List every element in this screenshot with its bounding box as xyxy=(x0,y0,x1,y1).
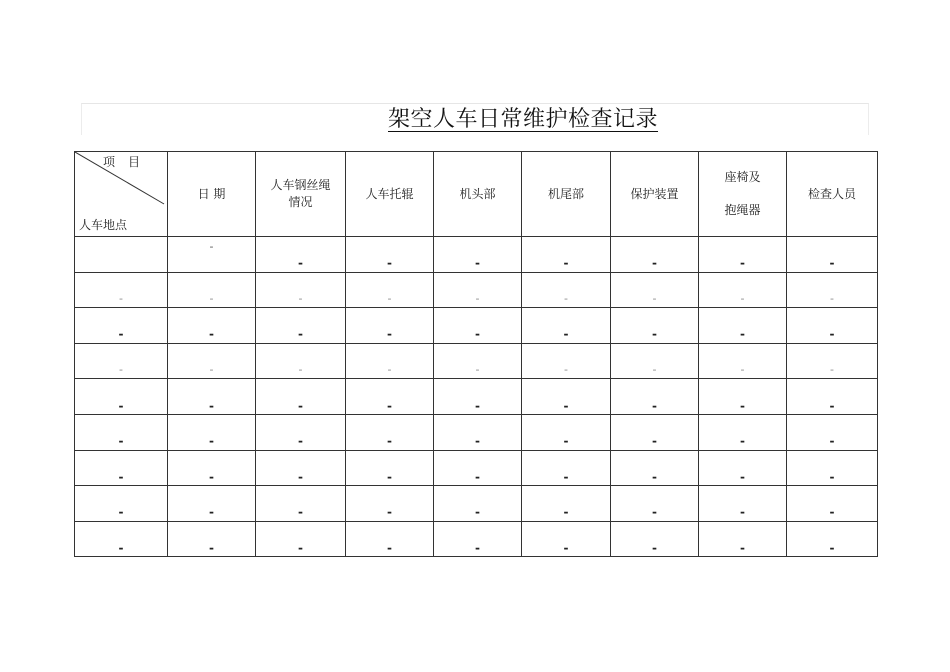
table-cell xyxy=(699,379,787,415)
cell-value: - xyxy=(475,434,480,449)
cell-value: - xyxy=(119,363,123,377)
inspection-table xyxy=(74,151,878,557)
cell-value: - xyxy=(475,363,480,377)
cell-value: - xyxy=(387,434,392,449)
table-cell xyxy=(434,521,522,557)
header-roller-label: 人车托辊 xyxy=(365,186,414,201)
table-cell xyxy=(75,343,168,379)
cell-value: - xyxy=(118,469,124,484)
cell-value: - xyxy=(298,291,303,305)
cell-value: - xyxy=(209,240,214,254)
cell-value: - xyxy=(740,541,745,556)
table-cell xyxy=(256,521,346,557)
document-title: 架空人车日常维护检查记录 xyxy=(388,107,659,132)
table-cell xyxy=(611,521,699,557)
cell-value: - xyxy=(475,291,480,305)
cell-value: - xyxy=(829,469,835,484)
cell-value: - xyxy=(652,327,657,342)
table-cell xyxy=(168,414,256,450)
cell-value: - xyxy=(118,398,124,413)
cell-value: - xyxy=(563,541,569,556)
table-cell xyxy=(699,237,787,273)
cell-value: - xyxy=(209,469,214,484)
cell-value: - xyxy=(652,505,657,520)
header-seat xyxy=(699,152,787,237)
cell-value: - xyxy=(564,363,568,377)
table-cell xyxy=(787,343,878,379)
table-cell xyxy=(346,486,434,522)
cell-value: - xyxy=(829,505,835,520)
cell-value: - xyxy=(740,398,745,413)
table-cell xyxy=(168,521,256,557)
cell-value: - xyxy=(652,291,657,305)
table-cell xyxy=(346,450,434,486)
corner-item-label: 项目 xyxy=(102,155,153,169)
header-protection-label: 保护装置 xyxy=(630,186,679,201)
cell-value: - xyxy=(652,469,657,484)
cell-value: - xyxy=(475,505,480,520)
header-date xyxy=(168,152,256,237)
cell-value: - xyxy=(387,256,392,271)
table-cell xyxy=(611,308,699,344)
cell-value: - xyxy=(475,541,480,556)
table-row xyxy=(75,521,878,557)
table-cell xyxy=(346,343,434,379)
header-wire-rope-line2: 情况 xyxy=(288,195,313,209)
table-cell xyxy=(434,486,522,522)
cell-value: - xyxy=(298,505,303,520)
table-cell xyxy=(256,414,346,450)
table-cell xyxy=(256,272,346,308)
table-cell xyxy=(346,272,434,308)
cell-value: - xyxy=(298,327,303,342)
table-cell xyxy=(168,486,256,522)
table-cell xyxy=(611,379,699,415)
header-wire-rope xyxy=(256,152,346,237)
cell-value: - xyxy=(298,256,303,271)
table-cell xyxy=(256,343,346,379)
table-cell xyxy=(522,237,611,273)
table-cell xyxy=(522,379,611,415)
cell-value: - xyxy=(829,541,835,556)
cell-value: - xyxy=(298,541,303,556)
header-tail xyxy=(522,152,611,237)
cell-value: - xyxy=(298,363,303,377)
table-cell xyxy=(256,308,346,344)
cell-value: - xyxy=(740,363,745,377)
table-row xyxy=(75,486,878,522)
cell-value: - xyxy=(740,291,745,305)
cell-value: - xyxy=(829,434,835,449)
table-cell xyxy=(75,272,168,308)
header-row xyxy=(75,152,878,237)
table-cell xyxy=(787,486,878,522)
table-cell xyxy=(611,237,699,273)
table-cell xyxy=(787,379,878,415)
table-cell xyxy=(787,414,878,450)
cell-value: - xyxy=(740,327,745,342)
table-cell xyxy=(522,486,611,522)
cell-value: - xyxy=(118,541,124,556)
header-seat-line1: 座椅及 xyxy=(724,170,761,184)
table-row xyxy=(75,237,878,273)
table-cell xyxy=(256,450,346,486)
cell-value: - xyxy=(119,291,123,305)
table-cell xyxy=(434,343,522,379)
cell-value: - xyxy=(740,434,745,449)
table-cell xyxy=(256,379,346,415)
table-cell xyxy=(699,521,787,557)
header-roller xyxy=(346,152,434,237)
table-cell xyxy=(168,272,256,308)
cell-value: - xyxy=(387,469,392,484)
table-cell xyxy=(611,486,699,522)
table-cell xyxy=(256,486,346,522)
cell-value: - xyxy=(829,327,835,342)
table-cell xyxy=(75,237,168,273)
cell-value: - xyxy=(387,327,392,342)
cell-value: - xyxy=(563,398,569,413)
cell-value: - xyxy=(387,363,392,377)
table-cell xyxy=(75,450,168,486)
table-cell xyxy=(522,521,611,557)
table-cell xyxy=(787,237,878,273)
table-cell xyxy=(787,450,878,486)
table-cell xyxy=(699,414,787,450)
table-row xyxy=(75,272,878,308)
cell-value: - xyxy=(652,434,657,449)
cell-value: - xyxy=(563,469,569,484)
table-cell xyxy=(256,237,346,273)
table-cell xyxy=(75,308,168,344)
table-cell xyxy=(699,450,787,486)
table-cell xyxy=(522,450,611,486)
table-cell xyxy=(522,308,611,344)
corner-location-label: 人车地点 xyxy=(79,218,128,232)
table-cell xyxy=(75,414,168,450)
table-cell xyxy=(699,272,787,308)
table-cell xyxy=(434,379,522,415)
table-cell xyxy=(75,379,168,415)
cell-value: - xyxy=(209,505,214,520)
table-row xyxy=(75,379,878,415)
table-cell xyxy=(168,450,256,486)
header-date-label: 日 期 xyxy=(197,186,226,201)
cell-value: - xyxy=(652,398,657,413)
table-cell xyxy=(611,450,699,486)
cell-value: - xyxy=(652,541,657,556)
table-cell xyxy=(522,343,611,379)
table-cell xyxy=(346,414,434,450)
table-cell xyxy=(346,379,434,415)
table-cell xyxy=(168,308,256,344)
header-inspector xyxy=(787,152,878,237)
table-cell xyxy=(434,450,522,486)
table-cell xyxy=(346,237,434,273)
cell-value: - xyxy=(118,327,124,342)
table-cell xyxy=(611,272,699,308)
table-cell xyxy=(75,486,168,522)
corner-header-cell xyxy=(75,152,168,237)
table-cell xyxy=(168,237,256,273)
table-cell xyxy=(434,308,522,344)
header-protection xyxy=(611,152,699,237)
table-body xyxy=(75,237,878,557)
table-cell xyxy=(699,343,787,379)
table-cell xyxy=(75,521,168,557)
cell-value: - xyxy=(209,291,214,305)
cell-value: - xyxy=(209,327,214,342)
table-cell xyxy=(346,308,434,344)
table-cell xyxy=(699,486,787,522)
cell-value: - xyxy=(209,363,214,377)
table-cell xyxy=(787,521,878,557)
cell-value: - xyxy=(740,469,745,484)
cell-value: - xyxy=(564,291,568,305)
table-cell xyxy=(611,414,699,450)
table-cell xyxy=(346,521,434,557)
cell-value: - xyxy=(475,469,480,484)
header-seat-line2: 抱绳器 xyxy=(724,203,761,217)
cell-value: - xyxy=(298,398,303,413)
cell-value: - xyxy=(829,256,835,271)
header-head xyxy=(434,152,522,237)
table-row xyxy=(75,414,878,450)
table-cell xyxy=(522,414,611,450)
cell-value: - xyxy=(652,363,657,377)
table-cell xyxy=(434,272,522,308)
table-row xyxy=(75,450,878,486)
table-cell xyxy=(434,237,522,273)
table-cell xyxy=(168,343,256,379)
cell-value: - xyxy=(740,505,745,520)
cell-value: - xyxy=(563,327,569,342)
cell-value: - xyxy=(475,398,480,413)
cell-value: - xyxy=(209,434,214,449)
table-cell xyxy=(787,308,878,344)
cell-value: - xyxy=(563,505,569,520)
cell-value: - xyxy=(118,434,124,449)
cell-value: - xyxy=(830,291,834,305)
cell-value: - xyxy=(209,541,214,556)
cell-value: - xyxy=(298,469,303,484)
table-cell xyxy=(522,272,611,308)
cell-value: - xyxy=(387,291,392,305)
header-head-label: 机头部 xyxy=(459,186,496,201)
cell-value: - xyxy=(387,541,392,556)
cell-value: - xyxy=(830,363,834,377)
table-cell xyxy=(787,272,878,308)
cell-value: - xyxy=(563,434,569,449)
cell-value: - xyxy=(563,256,569,271)
table-cell xyxy=(168,379,256,415)
cell-value: - xyxy=(652,256,657,271)
table-cell xyxy=(434,414,522,450)
table-row xyxy=(75,308,878,344)
cell-value: - xyxy=(298,434,303,449)
cell-value: - xyxy=(475,256,480,271)
header-inspector-label: 检查人员 xyxy=(807,186,856,201)
cell-value: - xyxy=(118,505,124,520)
cell-value: - xyxy=(475,327,480,342)
cell-value: - xyxy=(209,398,214,413)
header-tail-label: 机尾部 xyxy=(547,186,584,201)
cell-value: - xyxy=(829,398,835,413)
cell-value: - xyxy=(387,505,392,520)
table-cell xyxy=(611,343,699,379)
table-row xyxy=(75,343,878,379)
cell-value: - xyxy=(740,256,745,271)
header-wire-rope-line1: 人车钢丝绳 xyxy=(270,178,331,192)
table-cell xyxy=(699,308,787,344)
cell-value: - xyxy=(387,398,392,413)
